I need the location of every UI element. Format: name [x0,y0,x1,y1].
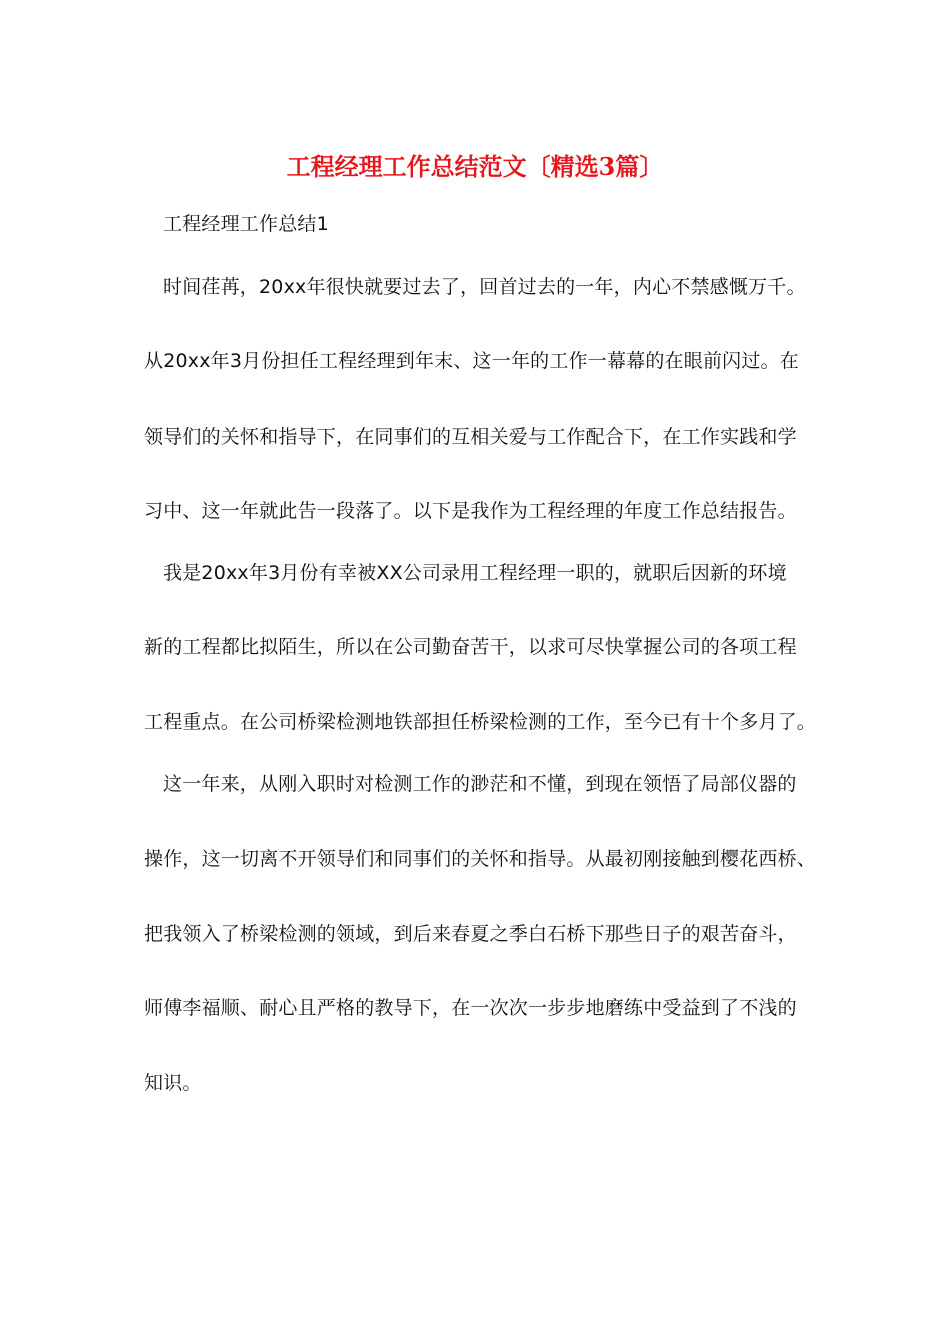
paragraph-line: 我是20xx年3月份有幸被XX公司录用工程经理一职的，就职后因新的环境 [163,562,787,584]
paragraph-line: 从20xx年3月份担任工程经理到年末、这一年的工作一幕幕的在眼前闪过。在 [144,350,799,372]
paragraph-line: 操作，这一切离不开领导们和同事们的关怀和指导。从最初刚接触到樱花西桥、 [144,848,817,870]
paragraph-line: 时间荏苒，20xx年很快就要过去了，回首过去的一年，内心不禁感慨万千。 [163,276,806,298]
document-title: 工程经理工作总结范文〔精选3篇〕 [286,152,664,181]
paragraph-line: 知识。 [144,1072,202,1094]
paragraph-line: 师傅李福顺、耐心且严格的教导下，在一次次一步步地磨练中受益到了不浅的 [144,997,797,1019]
paragraph-line: 领导们的关怀和指导下，在同事们的互相关爱与工作配合下，在工作实践和学 [144,426,797,448]
paragraph-line: 这一年来，从刚入职时对检测工作的渺茫和不懂，到现在领悟了局部仪器的 [163,773,797,795]
paragraph-line: 工程重点。在公司桥梁检测地铁部担任桥梁检测的工作，至今已有十个多月了。 [144,711,817,733]
paragraph-line: 把我领入了桥梁检测的领域，到后来春夏之季白石桥下那些日子的艰苦奋斗， [144,923,797,945]
section-heading: 工程经理工作总结1 [163,213,329,235]
paragraph-line: 新的工程都比拟陌生，所以在公司勤奋苦干，以求可尽快掌握公司的各项工程 [144,636,797,658]
paragraph-line: 习中、这一年就此告一段落了。以下是我作为工程经理的年度工作总结报告。 [144,500,797,522]
